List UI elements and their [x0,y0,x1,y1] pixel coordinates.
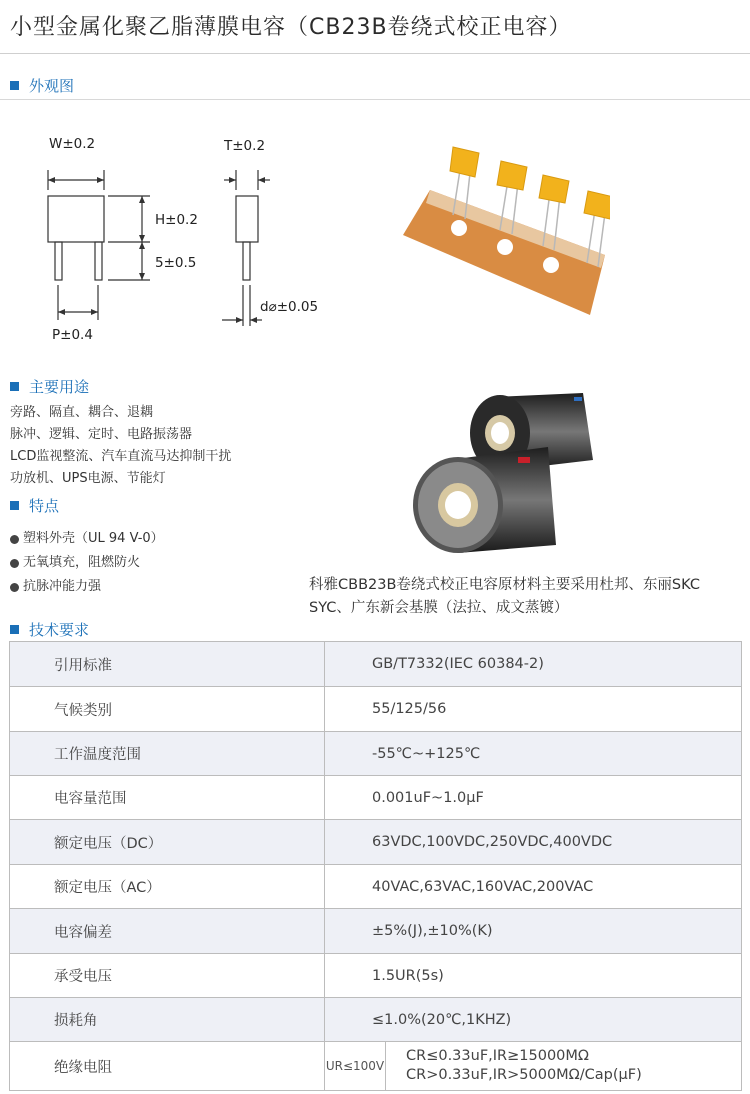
feature-text: 抗脉冲能力强 [23,579,102,594]
features-list [10,527,164,599]
dim-d-label: d⌀±0.05 [260,299,319,315]
spec-value: GB/T7332(IEC 60384-2) [325,642,742,687]
capacitor-body-side [236,196,258,242]
uses-list [10,402,231,490]
insulation-values [386,1042,642,1090]
section-features-label: 特点 [29,497,60,515]
feature-text: 塑料外壳（UL 94 V-0） [23,531,164,546]
insulation-condition: UR≤100V [325,1042,386,1090]
feature-text: 无氧填充，阻燃防火 [23,555,141,570]
square-bullet-icon [10,382,19,391]
table-row [10,909,742,954]
list-item: 旁路、隔直、耦合、退耦 [10,405,154,420]
spec-key: 电容偏差 [10,909,325,954]
spec-value: 1.5UR(5s) [325,954,742,998]
section-appearance [10,75,74,96]
spec-key: 承受电压 [10,954,325,998]
film-rolls-photo [408,385,608,560]
spec-value: ≤1.0%(20℃,1KHZ) [325,998,742,1042]
table-row [10,820,742,865]
spec-key: 电容量范围 [10,776,325,820]
lead-right [95,242,102,280]
section-appearance-label: 外观图 [29,77,75,95]
spec-key: 损耗角 [10,998,325,1042]
dimension-drawing [0,110,360,355]
spec-key: 引用标准 [10,642,325,687]
table-row [10,687,742,732]
table-row [10,732,742,776]
table-row [10,1042,742,1091]
spec-key: 绝缘电阻 [10,1042,325,1091]
section-uses [10,376,89,397]
title-divider [0,53,750,54]
section-tech [10,619,89,640]
insulation-cell [325,1042,741,1090]
spec-key: 额定电压（DC） [10,820,325,865]
spec-value: -55℃~+125℃ [325,732,742,776]
spec-key: 工作温度范围 [10,732,325,776]
square-bullet-icon [10,625,19,634]
dim-h-label: H±0.2 [155,212,198,228]
list-item [10,551,164,575]
table-row [10,865,742,909]
table-row [10,776,742,820]
spec-value: 0.001uF~1.0μF [325,776,742,820]
material-caption: 科雅CBB23B卷绕式校正电容原材料主要采用杜邦、东丽SKC SYC、广东新会基膜（法拉、成文蒸镀） [309,577,700,616]
dim-p-label: P±0.4 [52,327,93,343]
page-title: 小型金属化聚乙脂薄膜电容（CB23B卷绕式校正电容） [10,15,572,40]
list-item [10,575,164,599]
table-row [10,998,742,1042]
square-bullet-icon [10,501,19,510]
lead-left [55,242,62,280]
spec-key: 气候类别 [10,687,325,732]
list-item: 功放机、UPS电源、节能灯 [10,471,166,486]
table-row [10,642,742,687]
section-uses-label: 主要用途 [29,378,90,396]
section-tech-label: 技术要求 [29,621,90,639]
list-item: LCD监视整流、汽车直流马达抑制干扰 [10,449,232,464]
insulation-line: CR≤0.33uF,IR≥15000MΩ [406,1048,589,1064]
section-divider [0,99,750,100]
capacitor-tape-photo [395,135,610,320]
spec-table [9,641,742,1091]
capacitor-body-front [48,196,104,242]
dim-t-label: T±0.2 [224,138,266,154]
insulation-line: CR>0.33uF,IR>5000MΩ/Cap(μF) [406,1067,642,1083]
list-item [10,527,164,551]
spec-value: ±5%(J),±10%(K) [325,909,742,954]
spec-value: 55/125/56 [325,687,742,732]
spec-key: 额定电压（AC） [10,865,325,909]
spec-value [325,1042,742,1091]
spec-value: 63VDC,100VDC,250VDC,400VDC [325,820,742,865]
spec-value: 40VAC,63VAC,160VAC,200VAC [325,865,742,909]
bullet-icon [10,559,19,568]
table-row [10,954,742,998]
dim-w-label: W±0.2 [49,136,96,152]
section-features [10,495,59,516]
bullet-icon [10,535,19,544]
bullet-icon [10,583,19,592]
dim-lead-label: 5±0.5 [155,255,197,271]
list-item: 脉冲、逻辑、定时、电路振荡器 [10,427,193,442]
square-bullet-icon [10,81,19,90]
lead-side [243,242,250,280]
